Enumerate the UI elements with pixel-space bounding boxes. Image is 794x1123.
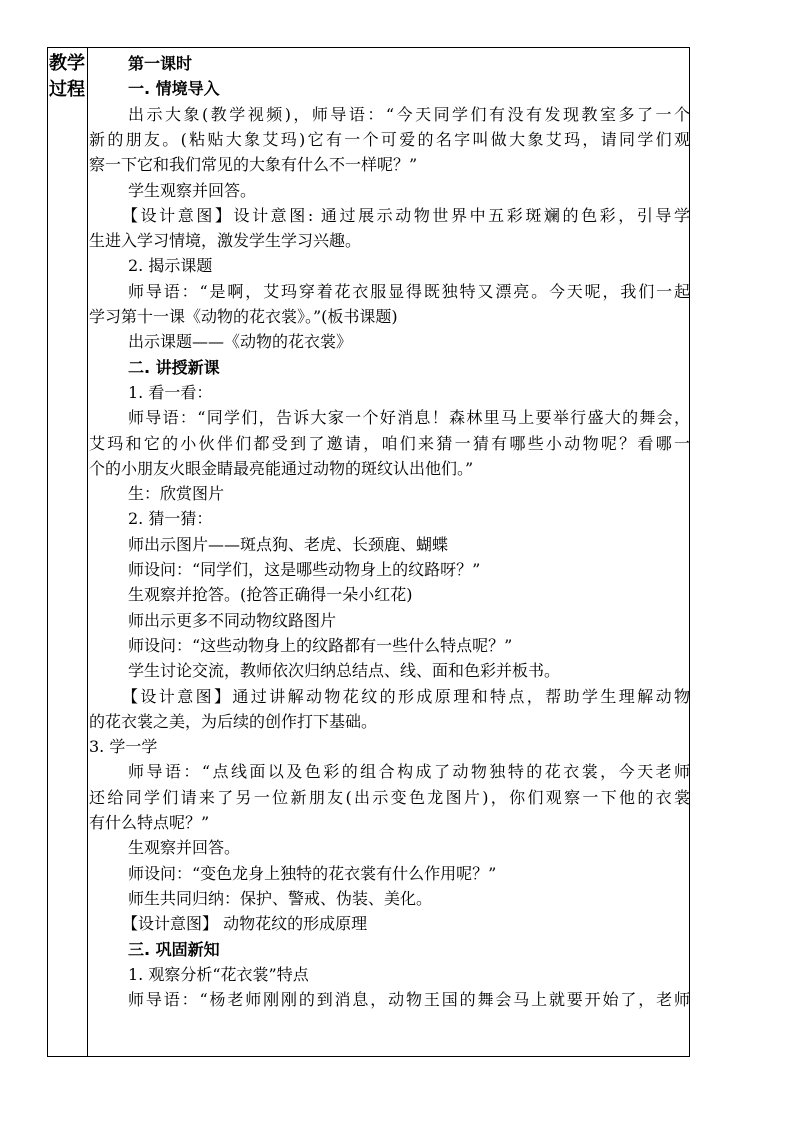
text-line: 生观察并抢答。(抢答正确得一朵小红花): [128, 585, 413, 605]
label-column: [48, 48, 88, 1056]
text-line: 一. 情境导入: [128, 79, 220, 99]
text-line: 新的朋友。(粘贴大象艾玛)它有一个可爱的名字叫做大象艾玛，请同学们观: [89, 129, 690, 149]
text-line: 【设计意图】 动物花纹的形成原理: [122, 914, 368, 934]
text-line: 师设问：“这些动物身上的纹路都有一些什么特点呢？”: [128, 635, 513, 655]
text-line: 师导语：“点线面以及色彩的组合构成了动物独特的花衣裳，今天老师: [128, 762, 690, 782]
text-line: 学生观察并回答。: [128, 180, 257, 200]
text-line: 学生讨论交流，教师依次归纳总结点、线、面和色彩并板书。: [128, 661, 561, 681]
text-line: 2. 猜一猜：: [128, 509, 213, 529]
text-line: 师设问：“变色龙身上独特的花衣裳有什么作用呢？”: [128, 863, 497, 883]
text-line: 出示大象(教学视频)，师导语：“今天同学们有没有发现教室多了一个: [128, 104, 690, 124]
text-line: 师出示更多不同动物纹路图片: [128, 610, 337, 630]
text-line: 1. 观察分析“花衣裳”特点: [128, 964, 309, 984]
text-line: 师导语：“是啊，艾玛穿着花衣服显得既独特又漂亮。今天呢，我们一起: [128, 281, 690, 301]
text-line: 3. 学一学: [89, 737, 158, 757]
text-line: 三. 巩固新知: [128, 939, 220, 959]
lesson-content: [89, 48, 690, 1056]
text-line: 察一下它和我们常见的大象有什么不一样呢？”: [89, 155, 418, 175]
text-line: 【设计意图】通过讲解动物花纹的形成原理和特点，帮助学生理解动物: [122, 686, 690, 706]
text-line: 有什么特点呢？”: [89, 813, 210, 832]
text-line: 师出示图片——斑点狗、老虎、长颈鹿、蝴蝶: [128, 534, 449, 554]
text-line: 师设问：“同学们，这是哪些动物身上的纹路呀？”: [128, 560, 481, 579]
text-line: 的花衣裳之美，为后续的创作打下基础。: [89, 711, 378, 731]
text-line: 【设计意图】设计意图: 通过展示动物世界中五彩斑斓的色彩，引导学: [122, 205, 690, 225]
text-line: 生进入学习情境，激发学生学习兴趣。: [89, 231, 362, 251]
text-line: 还给同学们请来了另一位新朋友(出示变色龙图片)，你们观察一下他的衣裳: [89, 787, 690, 807]
text-line: 艾玛和它的小伙伴们都受到了邀请，咱们来猜一猜有哪些小动物呢？看哪一: [89, 433, 690, 453]
text-line: 1. 看一看：: [128, 382, 213, 402]
text-line: 学习第十一课《动物的花衣裳》。”(板书课题): [89, 307, 398, 326]
text-line: 生：欣赏图片: [128, 484, 225, 504]
text-line: 个的小朋友火眼金睛最亮能通过动物的斑纹认出他们。”: [89, 458, 474, 478]
text-line: 2. 揭示课题: [128, 256, 213, 276]
text-line: 生观察并回答。: [128, 838, 241, 858]
text-line: 师生共同归纳：保护、警戒、伪装、美化。: [128, 888, 433, 908]
text-line: 二. 讲授新课: [128, 357, 220, 377]
text-line: 出示课题——《动物的花衣裳》: [128, 332, 353, 352]
lesson-table: [47, 47, 690, 1057]
text-line: 师导语：“杨老师刚刚的到消息，动物王国的舞会马上就要开始了，老师: [128, 990, 690, 1010]
section-label: 教学 过程: [49, 53, 85, 100]
text-line: 师导语：“同学们，告诉大家一个好消息！森林里马上要举行盛大的舞会，: [128, 408, 690, 428]
text-line: 第一课时: [128, 54, 193, 73]
